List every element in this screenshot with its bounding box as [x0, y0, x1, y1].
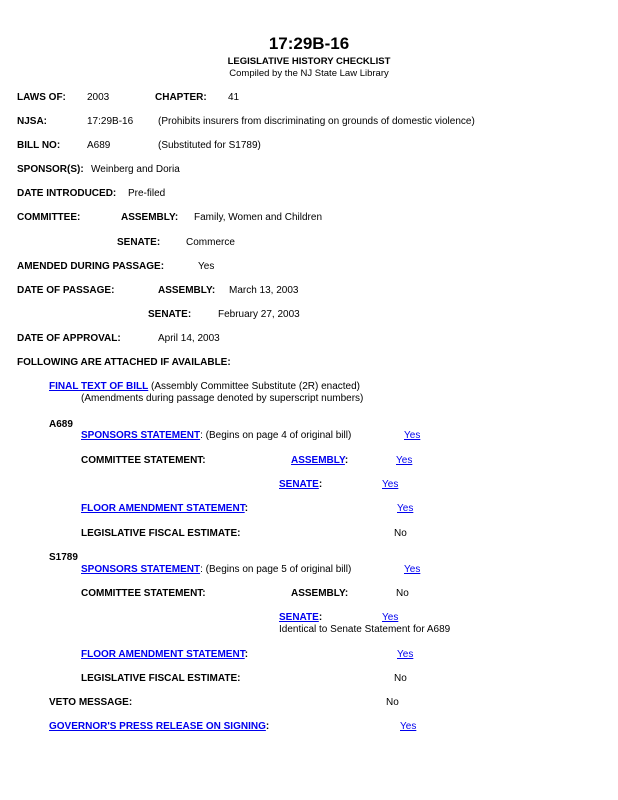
amended-value: Yes — [198, 261, 215, 272]
date-introduced-label: DATE INTRODUCED: — [17, 188, 117, 199]
s1789-sponsors-statement-link[interactable]: SPONSORS STATEMENT — [81, 564, 201, 575]
bill-no-note: (Substituted for S1789) — [158, 140, 261, 151]
a689-senate-row — [279, 479, 322, 490]
committee-assembly-value: Family, Women and Children — [194, 212, 323, 223]
bill-no-value: A689 — [87, 140, 111, 151]
s1789-assembly-label: ASSEMBLY: — [291, 588, 349, 599]
final-text-description: (Assembly Committee Substitute (2R) enacted) — [151, 381, 361, 392]
a689-senate-colon: : — [318, 479, 323, 490]
s1789-senate-row — [279, 612, 322, 623]
date-introduced-value: Pre-filed — [128, 188, 166, 199]
sponsors-value: Weinberg and Doria — [91, 164, 180, 175]
committee-senate-value: Commerce — [186, 237, 235, 248]
a689-assembly-colon: : — [344, 455, 349, 466]
committee-senate-label: SENATE: — [117, 237, 161, 248]
amended-label: AMENDED DURING PASSAGE: — [17, 261, 165, 272]
approval-value: April 14, 2003 — [158, 333, 220, 344]
s1789-senate-yes-link[interactable]: Yes — [382, 612, 399, 623]
page-subtitle: LEGISLATIVE HISTORY CHECKLIST — [227, 56, 391, 67]
final-text-row — [49, 381, 360, 392]
passage-senate-value: February 27, 2003 — [218, 309, 300, 320]
a689-heading: A689 — [49, 419, 73, 430]
approval-label: DATE OF APPROVAL: — [17, 333, 121, 344]
njsa-label: NJSA: — [17, 116, 48, 127]
passage-senate-label: SENATE: — [148, 309, 192, 320]
a689-floor-yes-link[interactable]: Yes — [397, 503, 414, 514]
s1789-senate-note: Identical to Senate Statement for A689 — [279, 624, 451, 635]
veto-value: No — [386, 697, 399, 708]
s1789-floor-amendment-link[interactable]: FLOOR AMENDMENT STATEMENT — [81, 649, 245, 660]
bill-no-label: BILL NO: — [17, 140, 61, 151]
a689-assembly-link[interactable]: ASSEMBLY — [291, 455, 345, 466]
final-text-note: (Amendments during passage denoted by superscript numbers) — [81, 393, 364, 404]
s1789-senate-link[interactable]: SENATE — [279, 612, 319, 623]
press-release-yes-link[interactable]: Yes — [400, 721, 417, 732]
a689-committee-label: COMMITTEE STATEMENT: — [81, 455, 206, 466]
a689-floor-row — [81, 503, 248, 514]
a689-sponsors-description: : (Begins on page 4 of original bill) — [200, 430, 352, 441]
passage-label: DATE OF PASSAGE: — [17, 285, 115, 296]
press-release-link[interactable]: GOVERNOR'S PRESS RELEASE ON SIGNING — [49, 721, 266, 732]
a689-fiscal-label: LEGISLATIVE FISCAL ESTIMATE: — [81, 528, 241, 539]
s1789-floor-row — [81, 649, 248, 660]
chapter-label: CHAPTER: — [155, 92, 207, 103]
chapter-value: 41 — [228, 92, 240, 103]
s1789-sponsors-row — [81, 564, 351, 575]
committee-label: COMMITTEE: — [17, 212, 81, 223]
laws-of-label: LAWS OF: — [17, 92, 66, 103]
s1789-fiscal-value: No — [394, 673, 407, 684]
a689-assembly-row — [291, 455, 348, 466]
sponsors-label: SPONSOR(S): — [17, 164, 84, 175]
press-release-colon: : — [265, 721, 270, 732]
njsa-value: 17:29B-16 — [87, 116, 134, 127]
s1789-heading: S1789 — [49, 552, 78, 563]
attached-heading: FOLLOWING ARE ATTACHED IF AVAILABLE: — [17, 357, 231, 368]
a689-fiscal-value: No — [394, 528, 407, 539]
page-title: 17:29B-16 — [268, 34, 350, 53]
compiled-by: Compiled by the NJ State Law Library — [229, 68, 389, 79]
laws-of-value: 2003 — [87, 92, 110, 103]
a689-assembly-yes-link[interactable]: Yes — [396, 455, 413, 466]
passage-assembly-value: March 13, 2003 — [229, 285, 299, 296]
a689-floor-amendment-link[interactable]: FLOOR AMENDMENT STATEMENT — [81, 503, 245, 514]
a689-senate-yes-link[interactable]: Yes — [382, 479, 399, 490]
passage-assembly-label: ASSEMBLY: — [158, 285, 216, 296]
a689-sponsors-yes-link[interactable]: Yes — [404, 430, 421, 441]
a689-sponsors-statement-link[interactable]: SPONSORS STATEMENT — [81, 430, 201, 441]
s1789-floor-yes-link[interactable]: Yes — [397, 649, 414, 660]
s1789-sponsors-yes-link[interactable]: Yes — [404, 564, 421, 575]
press-release-row — [49, 721, 269, 732]
njsa-description: (Prohibits insurers from discriminating on grounds of domestic violence) — [158, 116, 475, 127]
s1789-sponsors-description: : (Begins on page 5 of original bill) — [200, 564, 352, 575]
a689-senate-link[interactable]: SENATE — [279, 479, 319, 490]
s1789-senate-colon: : — [318, 612, 323, 623]
s1789-fiscal-label: LEGISLATIVE FISCAL ESTIMATE: — [81, 673, 241, 684]
veto-label: VETO MESSAGE: — [49, 697, 133, 708]
s1789-floor-colon: : — [244, 649, 249, 660]
final-text-link[interactable]: FINAL TEXT OF BILL — [49, 381, 149, 392]
a689-sponsors-row — [81, 430, 351, 441]
committee-assembly-label: ASSEMBLY: — [121, 212, 179, 223]
s1789-assembly-value: No — [396, 588, 409, 599]
a689-floor-colon: : — [244, 503, 249, 514]
s1789-committee-label: COMMITTEE STATEMENT: — [81, 588, 206, 599]
